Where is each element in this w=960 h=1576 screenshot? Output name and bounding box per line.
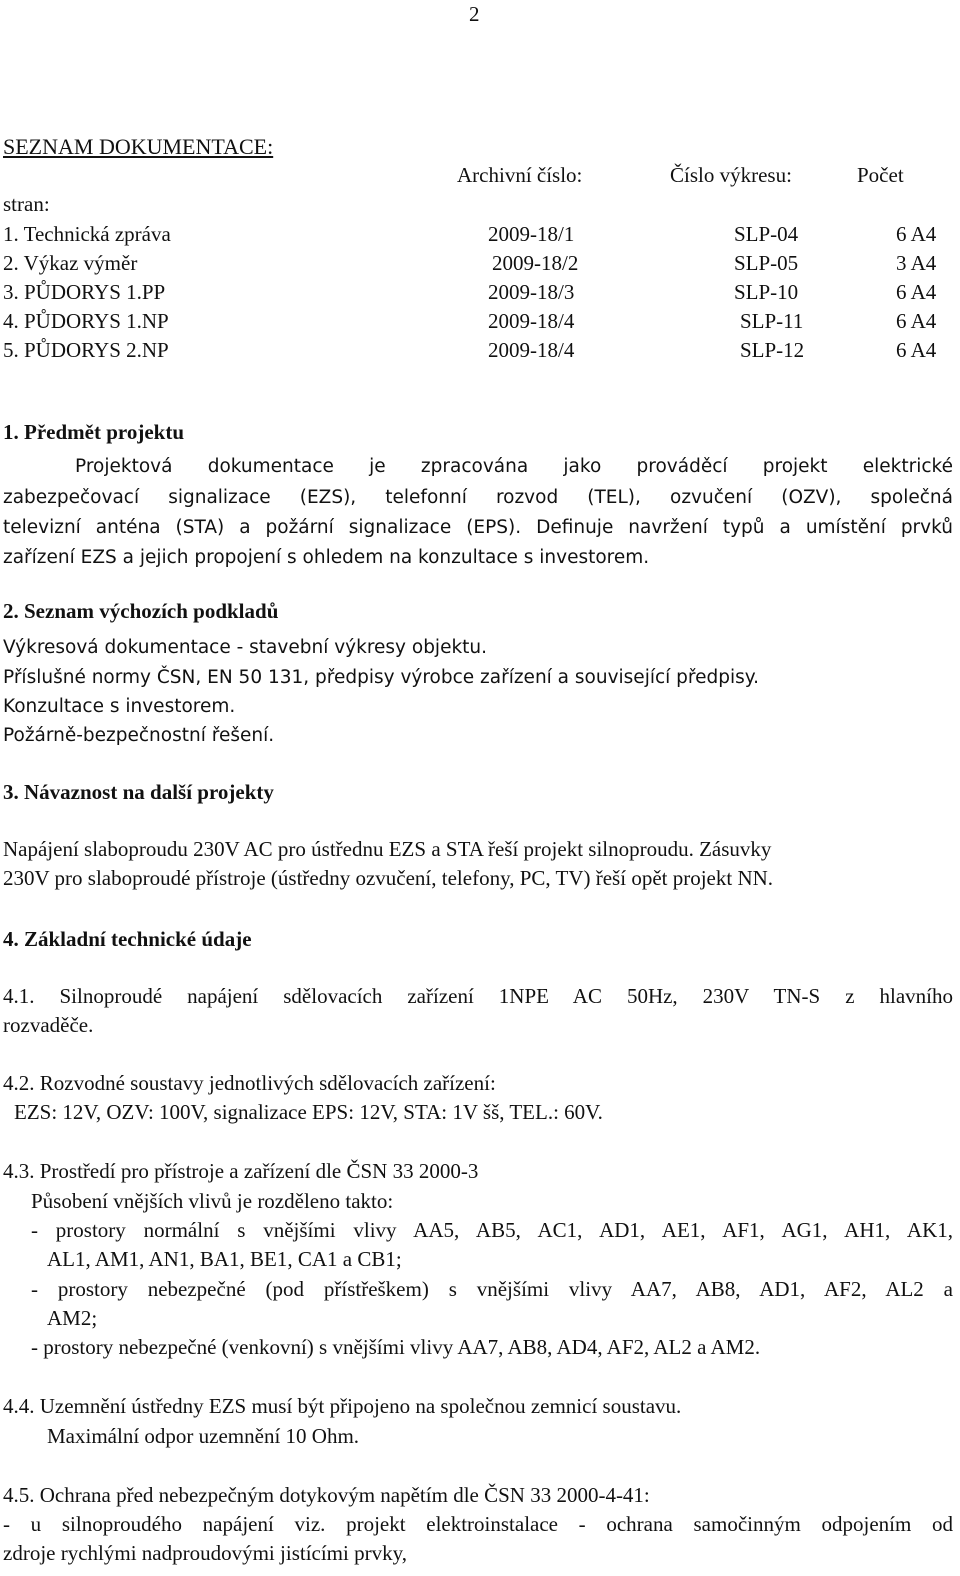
para-4-3-line-1: 4.3. Prostředí pro přístroje a zařízení dle ČSN 33 2000-3 bbox=[3, 1159, 479, 1183]
doc-archive: 2009-18/3 bbox=[488, 280, 575, 304]
section-3-line-1: Napájení slaboproudu 230V AC pro ústřednu EZS a STA řeší projekt silnoproudu. Zásuvky bbox=[3, 837, 772, 861]
doc-name: 1. Technická zpráva bbox=[3, 222, 171, 246]
section-3-heading-text: 3. Návaznost na další projekty bbox=[3, 780, 274, 804]
section-1-line-1: Projektová dokumentace je zpracována jako prováděcí projekt elektrické bbox=[75, 456, 953, 477]
doc-pages: 6 A4 bbox=[896, 338, 937, 362]
para-4-1-line-1: 4.1. Silnoproudé napájení sdělovacích zařízení 1NPE AC 50Hz, 230V TN-S z hlavního bbox=[3, 984, 953, 1008]
para-4-3-line-5: - prostory nebezpečné (pod přístřeškem) s vnějšími vlivy AA7, AB8, AD1, AF2, AL2 a bbox=[31, 1277, 953, 1301]
doc-name: 4. PŮDORYS 1.NP bbox=[3, 309, 169, 333]
section-1-heading-text: 1. Předmět projektu bbox=[3, 420, 184, 444]
doc-pages: 6 A4 bbox=[896, 222, 937, 246]
section-1-line-3: televizní anténa (STA) a požární signalizace (EPS). Definuje navržení typů a umístění prvků bbox=[3, 517, 953, 538]
doc-name: 3. PŮDORYS 1.PP bbox=[3, 280, 166, 304]
section-2-line-3: Konzultace s investorem. bbox=[3, 696, 236, 717]
para-4-5-line-3: zdroje rychlými nadproudovými jistícími prvky, bbox=[3, 1541, 407, 1565]
para-4-4-line-2: Maximální odpor uzemnění 10 Ohm. bbox=[47, 1424, 360, 1448]
para-4-3-line-2: Působení vnějších vlivů je rozděleno takto: bbox=[31, 1189, 394, 1213]
table-row bbox=[0, 278, 960, 307]
section-2-heading-text: 2. Seznam výchozích podkladů bbox=[3, 599, 279, 623]
section-1-line-2: zabezpečovací signalizace (EZS), telefonní rozvod (TEL), ozvučení (OZV), společná bbox=[3, 487, 953, 508]
page-number: 2 bbox=[469, 2, 480, 26]
section-1-heading bbox=[3, 418, 184, 447]
col-pages-header-cont: stran: bbox=[3, 192, 50, 216]
col-archive-header: Archivní číslo: bbox=[457, 163, 583, 187]
section-4-heading-text: 4. Základní technické údaje bbox=[3, 927, 252, 951]
doc-drawing: SLP-12 bbox=[740, 338, 805, 362]
doc-archive: 2009-18/4 bbox=[488, 338, 575, 362]
para-4-3-line-6: AM2; bbox=[47, 1306, 98, 1330]
para-4-4-line-1: 4.4. Uzemnění ústředny EZS musí být připojeno na společnou zemnicí soustavu. bbox=[3, 1394, 682, 1418]
doc-pages: 3 A4 bbox=[896, 251, 937, 275]
table-row bbox=[0, 336, 960, 365]
section-2-line-2: Příslušné normy ČSN, EN 50 131, předpisy výrobce zařízení a související předpisy. bbox=[3, 667, 759, 688]
doc-drawing: SLP-11 bbox=[740, 309, 804, 333]
doc-archive: 2009-18/1 bbox=[488, 222, 575, 246]
doc-name: 5. PŮDORYS 2.NP bbox=[3, 338, 169, 362]
para-4-2-line-2: EZS: 12V, OZV: 100V, signalizace EPS: 12V, STA: 1V šš, TEL.: 60V. bbox=[14, 1100, 603, 1124]
doc-name: 2. Výkaz výměr bbox=[3, 251, 138, 275]
para-4-5-line-2: - u silnoproudého napájení viz. projekt elektroinstalace - ochrana samočinným odpojením od bbox=[3, 1512, 953, 1536]
doc-pages: 6 A4 bbox=[896, 280, 937, 304]
section-4-heading bbox=[3, 925, 252, 954]
doc-archive: 2009-18/2 bbox=[492, 251, 579, 275]
col-drawing-header: Číslo výkresu: bbox=[670, 163, 792, 187]
table-row bbox=[0, 307, 960, 336]
doc-drawing: SLP-10 bbox=[734, 280, 799, 304]
doc-archive: 2009-18/4 bbox=[488, 309, 575, 333]
para-4-3-line-4: AL1, AM1, AN1, BA1, BE1, CA1 a CB1; bbox=[47, 1247, 402, 1271]
col-pages-header: Počet bbox=[857, 163, 904, 187]
section-2-line-4: Požárně-bezpečnostní řešení. bbox=[3, 725, 275, 746]
doc-drawing: SLP-05 bbox=[734, 251, 799, 275]
para-4-5-line-1: 4.5. Ochrana před nebezpečným dotykovým napětím dle ČSN 33 2000-4-41: bbox=[3, 1483, 650, 1507]
section-2-heading bbox=[3, 597, 278, 626]
doc-drawing: SLP-04 bbox=[734, 222, 799, 246]
section-1-line-4: zařízení EZS a jejich propojení s ohledem na konzultace s investorem. bbox=[3, 547, 650, 568]
doc-list-heading: SEZNAM DOKUMENTACE: bbox=[3, 134, 274, 159]
para-4-2-line-1: 4.2. Rozvodné soustavy jednotlivých sdělovacích zařízení: bbox=[3, 1071, 496, 1095]
table-row bbox=[0, 220, 960, 249]
doc-pages: 6 A4 bbox=[896, 309, 937, 333]
section-2-line-1: Výkresová dokumentace - stavební výkresy objektu. bbox=[3, 637, 488, 658]
para-4-1-line-2: rozvaděče. bbox=[3, 1013, 94, 1037]
table-row bbox=[0, 249, 960, 278]
para-4-3-line-3: - prostory normální s vnějšími vlivy AA5, AB5, AC1, AD1, AE1, AF1, AG1, AH1, AK1, bbox=[31, 1218, 953, 1242]
section-3-line-2: 230V pro slaboproudé přístroje (ústředny ozvučení, telefony, PC, TV) řeší opět projekt NN. bbox=[3, 866, 774, 890]
para-4-3-line-7: - prostory nebezpečné (venkovní) s vnějšími vlivy AA7, AB8, AD4, AF2, AL2 a AM2. bbox=[31, 1335, 761, 1359]
section-3-heading bbox=[3, 778, 274, 807]
